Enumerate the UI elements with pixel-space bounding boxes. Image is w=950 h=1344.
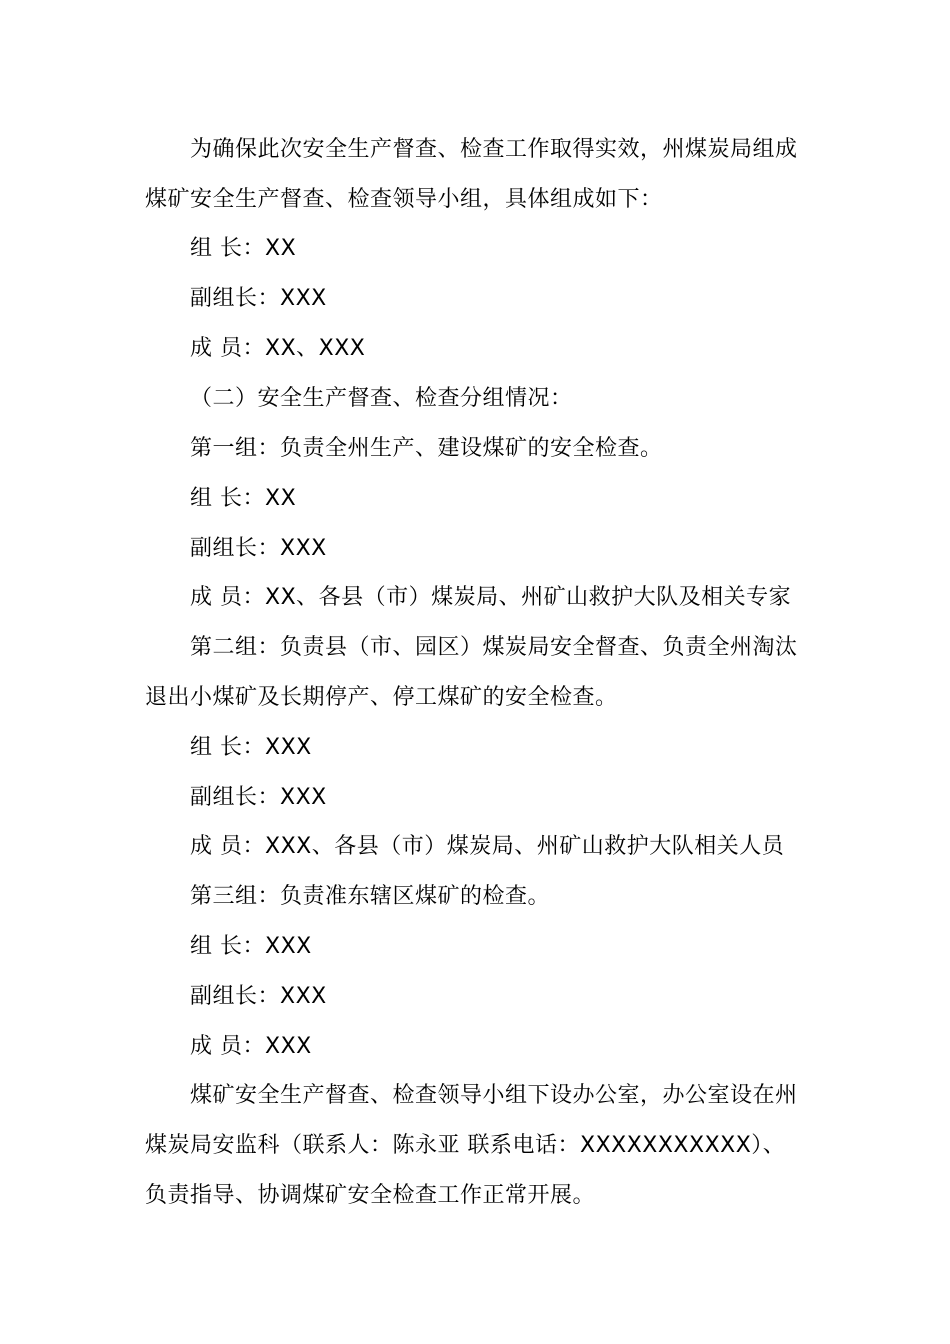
section-heading: （二）安全生产督查、检查分组情况： bbox=[190, 386, 573, 411]
group-2-leader: 组 长：XXX bbox=[190, 735, 312, 760]
paragraph-intro-line-1: 为确保此次安全生产督查、检查工作取得实效，州煤炭局组成 bbox=[190, 137, 798, 162]
office-paragraph-line-2: 煤炭局安监科（联系人：陈永亚 联系电话：XXXXXXXXXXX）、 bbox=[145, 1133, 786, 1158]
group-3-heading: 第三组：负责准东辖区煤矿的检查。 bbox=[190, 884, 551, 909]
group-1-leader: 组 长：XX bbox=[190, 486, 297, 511]
leader-line: 组 长：XX bbox=[190, 236, 297, 261]
office-paragraph-line-3: 负责指导、协调煤矿安全检查工作正常开展。 bbox=[145, 1183, 596, 1208]
group-1-heading: 第一组：负责全州生产、建设煤矿的安全检查。 bbox=[190, 436, 663, 461]
group-1-deputy: 副组长：XXX bbox=[190, 536, 327, 561]
group-3-deputy: 副组长：XXX bbox=[190, 984, 327, 1009]
group-2-heading-line-2: 退出小煤矿及长期停产、停工煤矿的安全检查。 bbox=[145, 685, 618, 710]
group-2-deputy: 副组长：XXX bbox=[190, 785, 327, 810]
members-line: 成 员：XX、XXX bbox=[190, 336, 366, 361]
group-3-leader: 组 长：XXX bbox=[190, 934, 312, 959]
group-1-members: 成 员：XX、各县（市）煤炭局、州矿山救护大队及相关专家 bbox=[190, 585, 792, 610]
group-2-heading-line-1: 第二组：负责县（市、园区）煤炭局安全督查、负责全州淘汰 bbox=[190, 635, 798, 660]
group-2-members: 成 员：XXX、各县（市）煤炭局、州矿山救护大队相关人员 bbox=[190, 834, 785, 859]
office-paragraph-line-1: 煤矿安全生产督查、检查领导小组下设办公室，办公室设在州 bbox=[190, 1083, 798, 1108]
group-3-members: 成 员：XXX bbox=[190, 1034, 312, 1059]
deputy-leader-line: 副组长：XXX bbox=[190, 286, 327, 311]
paragraph-intro-line-2: 煤矿安全生产督查、检查领导小组，具体组成如下： bbox=[145, 187, 663, 212]
